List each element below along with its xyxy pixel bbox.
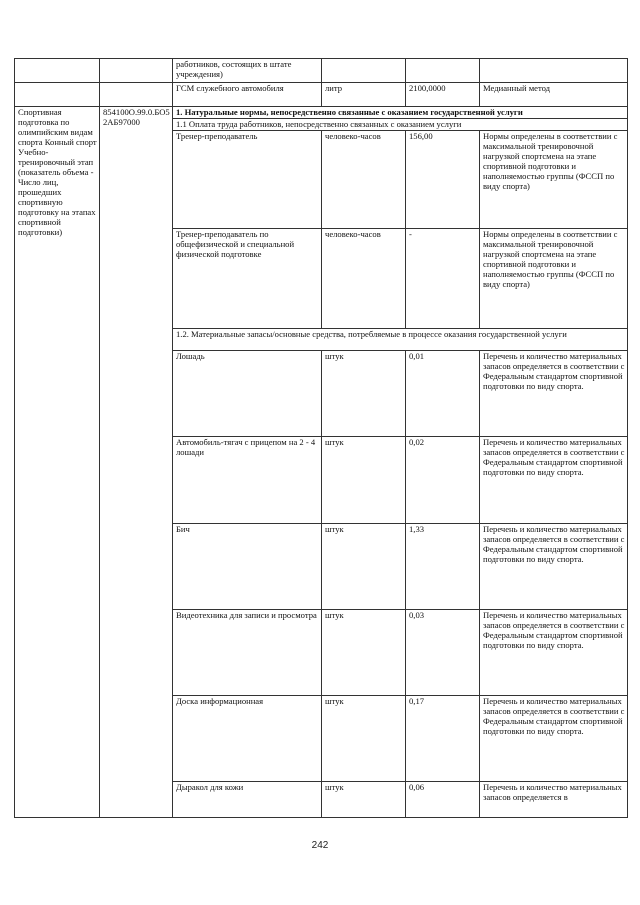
table-row	[15, 107, 628, 119]
value-cell: 0,01	[406, 351, 480, 437]
note-cell: Перечень и количество материальных запасов определяется в соответствии с Федеральным стандартом спортивной подготовки по виду спорта.	[480, 351, 628, 437]
note-cell: Перечень и количество материальных запасов определяется в соответствии с Федеральным стандартом спортивной подготовки по виду спорта.	[480, 696, 628, 782]
unit-cell: штук	[322, 524, 406, 610]
unit-cell: литр	[322, 83, 406, 107]
resource-name-cell: Дыракол для кожи	[173, 782, 322, 818]
value-cell: 0,02	[406, 437, 480, 524]
note-cell: Перечень и количество материальных запасов определяется в	[480, 782, 628, 818]
empty-cell	[15, 59, 100, 83]
norms-table	[14, 58, 628, 818]
resource-name-cell: Автомобиль-тягач с прицепом на 2 - 4 лошади	[173, 437, 322, 524]
value-cell: 156,00	[406, 131, 480, 229]
unit-cell: штук	[322, 437, 406, 524]
subsection-heading: 1.1 Оплата труда работников, непосредственно связанных с оказанием услуги	[173, 119, 628, 131]
resource-name-cell: Лошадь	[173, 351, 322, 437]
service-code-cell: 854100О.99.0.БО52АБ97000	[100, 107, 173, 818]
page-number: 242	[311, 840, 329, 851]
value-cell: 0,06	[406, 782, 480, 818]
value-cell: 1,33	[406, 524, 480, 610]
unit-cell: человеко-часов	[322, 229, 406, 329]
unit-cell: штук	[322, 351, 406, 437]
method-cell	[480, 59, 628, 83]
value-cell: 0,03	[406, 610, 480, 696]
value-cell	[406, 59, 480, 83]
unit-cell: штук	[322, 696, 406, 782]
unit-cell: человеко-часов	[322, 131, 406, 229]
unit-cell: штук	[322, 610, 406, 696]
unit-cell	[322, 59, 406, 83]
resource-name-cell: Тренер-преподаватель по общефизической и специальной физической подготовке	[173, 229, 322, 329]
note-cell: Перечень и количество материальных запасов определяется в соответствии с Федеральным стандартом спортивной подготовки по виду спорта.	[480, 524, 628, 610]
section-heading: 1. Натуральные нормы, непосредственно связанные с оказанием государственной услуги	[173, 107, 628, 119]
note-cell: Нормы определены в соответствии с максимальной тренировочной нагрузкой спортсмена на этапе спортивной подготовки и наполняемостью группы (ФССП по виду спорта)	[480, 229, 628, 329]
resource-name-cell: Тренер-преподаватель	[173, 131, 322, 229]
note-cell: Перечень и количество материальных запасов определяется в соответствии с Федеральным стандартом спортивной подготовки по виду спорта.	[480, 437, 628, 524]
resource-name-cell: Доска информационная	[173, 696, 322, 782]
note-cell: Нормы определены в соответствии с максимальной тренировочной нагрузкой спортсмена на этапе спортивной подготовки и наполняемостью группы (ФССП по виду спорта)	[480, 131, 628, 229]
value-cell: 0,17	[406, 696, 480, 782]
unit-cell: штук	[322, 782, 406, 818]
resource-name-cell: ГСМ служебного автомобиля	[173, 83, 322, 107]
method-cell: Медианный метод	[480, 83, 628, 107]
resource-name-cell: Видеотехника для записи и просмотра	[173, 610, 322, 696]
resource-name-cell: Бич	[173, 524, 322, 610]
resource-name-cell: работников, состоящих в штате учреждения)	[173, 59, 322, 83]
subsection-heading: 1.2. Материальные запасы/основные средства, потребляемые в процессе оказания государственной услуги	[173, 329, 628, 351]
table-row	[15, 59, 628, 83]
note-cell: Перечень и количество материальных запасов определяется в соответствии с Федеральным стандартом спортивной подготовки по виду спорта.	[480, 610, 628, 696]
empty-cell	[15, 83, 100, 107]
table-row	[15, 83, 628, 107]
value-cell: 2100,0000	[406, 83, 480, 107]
empty-cell	[100, 83, 173, 107]
empty-cell	[100, 59, 173, 83]
service-name-cell: Спортивная подготовка по олимпийским видам спорта Конный спорт Учебно-тренировочный этап (показатель объема - Число лиц, прошедших спортивную подготовку на этапах спортивной подготовки)	[15, 107, 100, 818]
value-cell: -	[406, 229, 480, 329]
